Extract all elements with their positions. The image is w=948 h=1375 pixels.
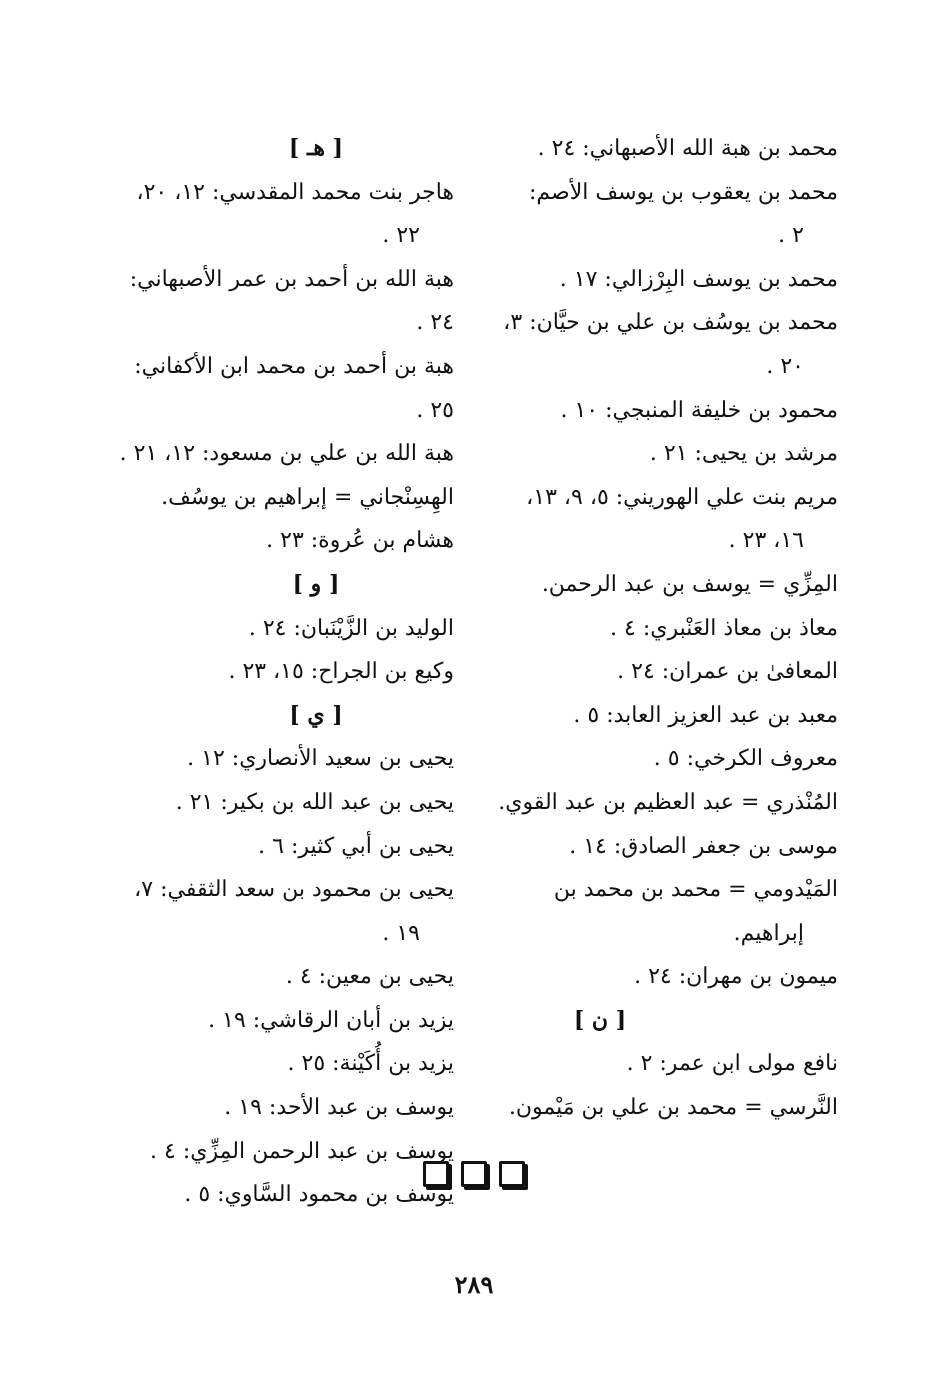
index-entry-text: الوليد بن الزَّيْنَبان: ٢٤ . bbox=[248, 615, 454, 641]
index-entry-text: المعافىٰ بن عمران: ٢٤ . bbox=[617, 659, 838, 685]
index-entry bbox=[108, 1042, 454, 1086]
index-entry-text: موسى بن جعفر الصادق: ١٤ . bbox=[569, 833, 838, 859]
page-number: ٢٨٩ bbox=[454, 1270, 494, 1299]
index-entry-text: يوسف بن عبد الأحد: ١٩ . bbox=[224, 1095, 454, 1121]
index-entry bbox=[492, 127, 838, 171]
index-entry-text: هاجر بنت محمد المقدسي: ١٢، ٢٠، bbox=[136, 179, 454, 205]
letter-section-heading: [ ي ] bbox=[289, 701, 343, 728]
box-icon bbox=[461, 1161, 487, 1187]
index-entry-text: يحيى بن معين: ٤ . bbox=[285, 964, 454, 990]
index-entry-text: يحيى بن أبي كثير: ٦ . bbox=[258, 833, 454, 859]
index-entry bbox=[492, 563, 838, 607]
index-entry bbox=[492, 825, 838, 869]
index-entry-text: يحيى بن محمود بن سعد الثقفي: ٧، bbox=[134, 877, 454, 903]
box-icon bbox=[423, 1161, 449, 1187]
index-entry-text: هبة الله بن علي بن مسعود: ١٢، ٢١ . bbox=[119, 441, 454, 467]
index-entry bbox=[492, 1086, 838, 1130]
index-entry-continuation: ٢٠ . bbox=[766, 353, 804, 379]
index-entry-text: المَيْدومي = محمد بن محمد بن bbox=[553, 877, 838, 903]
index-entry-text: يزيد بن أُكَيْنة: ٢٥ . bbox=[287, 1051, 454, 1077]
index-entry bbox=[492, 1042, 838, 1086]
index-entry-text: محمد بن يوسف البِرْزالي: ١٧ . bbox=[559, 266, 838, 292]
index-entry-text: وكيع بن الجراح: ١٥، ٢٣ . bbox=[228, 659, 454, 685]
index-entry-text: هبة بن أحمد بن محمد ابن الأكفاني: ٢٥ . bbox=[134, 353, 454, 423]
index-entry bbox=[492, 737, 838, 781]
index-entry bbox=[108, 171, 454, 258]
index-entry bbox=[492, 301, 838, 388]
index-entry-text: محمد بن هبة الله الأصبهاني: ٢٤ . bbox=[537, 136, 838, 161]
index-entry-text: ميمون بن مهران: ٢٤ . bbox=[634, 964, 838, 990]
section-end-ornament-icon bbox=[0, 1161, 948, 1187]
index-entry-text: المُنْذري = عبد العظيم بن عبد القوي. bbox=[498, 789, 838, 815]
index-entry-text: نافع مولى ابن عمر: ٢ . bbox=[626, 1051, 838, 1077]
index-column-left bbox=[108, 127, 454, 1217]
index-entry bbox=[492, 389, 838, 433]
index-entry-text: يوسف بن عبد الرحمن المِزِّي: ٤ . bbox=[150, 1138, 454, 1164]
index-entry bbox=[108, 519, 454, 563]
index-entry-continuation: ٢ . bbox=[778, 223, 804, 249]
index-entry-text: مرشد بن يحيى: ٢١ . bbox=[649, 441, 838, 467]
box-icon bbox=[499, 1161, 525, 1187]
letter-section-heading: [ ن ] bbox=[573, 1006, 627, 1033]
index-entry-text: هبة الله بن أحمد بن عمر الأصبهاني: ٢٤ . bbox=[129, 266, 454, 336]
index-entry-text: النَّرسي = محمد بن علي بن مَيْمون. bbox=[508, 1095, 838, 1121]
index-entry-text: مريم بنت علي الهوريني: ٥، ٩، ١٣، bbox=[526, 484, 838, 510]
index-entry-continuation: ٢٢ . bbox=[382, 223, 420, 249]
index-entry bbox=[108, 607, 454, 651]
index-entry bbox=[492, 432, 838, 476]
index-entry bbox=[108, 650, 454, 694]
index-entry-text: يحيى بن عبد الله بن بكير: ٢١ . bbox=[175, 789, 454, 815]
index-entry bbox=[108, 737, 454, 781]
index-entry bbox=[492, 258, 838, 302]
index-entry bbox=[108, 868, 454, 955]
index-entry bbox=[108, 432, 454, 476]
index-entry-continuation: ١٦، ٢٣ . bbox=[728, 528, 804, 554]
index-column-right bbox=[492, 127, 838, 1130]
index-entry-text: معبد بن عبد العزيز العابد: ٥ . bbox=[573, 702, 838, 728]
letter-section-heading: [ و ] bbox=[292, 570, 340, 597]
index-entry bbox=[108, 345, 454, 432]
index-entry bbox=[492, 607, 838, 651]
index-entry-text: يحيى بن سعيد الأنصاري: ١٢ . bbox=[187, 746, 454, 772]
index-entry bbox=[108, 999, 454, 1043]
index-entry-text: الهِسِنْجاني = إبراهيم بن يوسُف. bbox=[161, 484, 454, 510]
index-entry bbox=[492, 650, 838, 694]
index-entry-text: معاذ بن معاذ العَنْبري: ٤ . bbox=[610, 615, 838, 641]
index-entry-continuation: ١٩ . bbox=[382, 920, 420, 946]
index-entry-text: يزيد بن أبان الرقاشي: ١٩ . bbox=[208, 1007, 454, 1033]
index-entry bbox=[492, 781, 838, 825]
index-entry bbox=[492, 476, 838, 563]
index-entry-text: محمود بن خليفة المنبجي: ١٠ . bbox=[560, 397, 838, 423]
index-entry bbox=[108, 781, 454, 825]
index-entry-text: هشام بن عُروة: ٢٣ . bbox=[266, 528, 454, 554]
letter-section-heading: [ هـ ] bbox=[288, 135, 344, 161]
index-entry bbox=[108, 955, 454, 999]
index-entry-text: يوسف بن محمود السَّاوي: ٥ . bbox=[184, 1182, 454, 1208]
index-entry-text: محمد بن يعقوب بن يوسف الأصم: bbox=[529, 179, 838, 205]
index-entry bbox=[108, 825, 454, 869]
index-entry-text: معروف الكرخي: ٥ . bbox=[653, 746, 838, 772]
index-entry-text: محمد بن يوسُف بن علي بن حيَّان: ٣، bbox=[503, 310, 838, 336]
index-entry-continuation: إبراهيم. bbox=[733, 920, 804, 946]
index-entry bbox=[492, 171, 838, 258]
index-entry bbox=[492, 694, 838, 738]
index-entry bbox=[492, 955, 838, 999]
index-entry-text: المِزِّي = يوسف بن عبد الرحمن. bbox=[541, 571, 838, 597]
index-entry bbox=[108, 1086, 454, 1130]
index-entry bbox=[108, 258, 454, 345]
index-entry bbox=[492, 868, 838, 955]
index-entry bbox=[108, 476, 454, 520]
